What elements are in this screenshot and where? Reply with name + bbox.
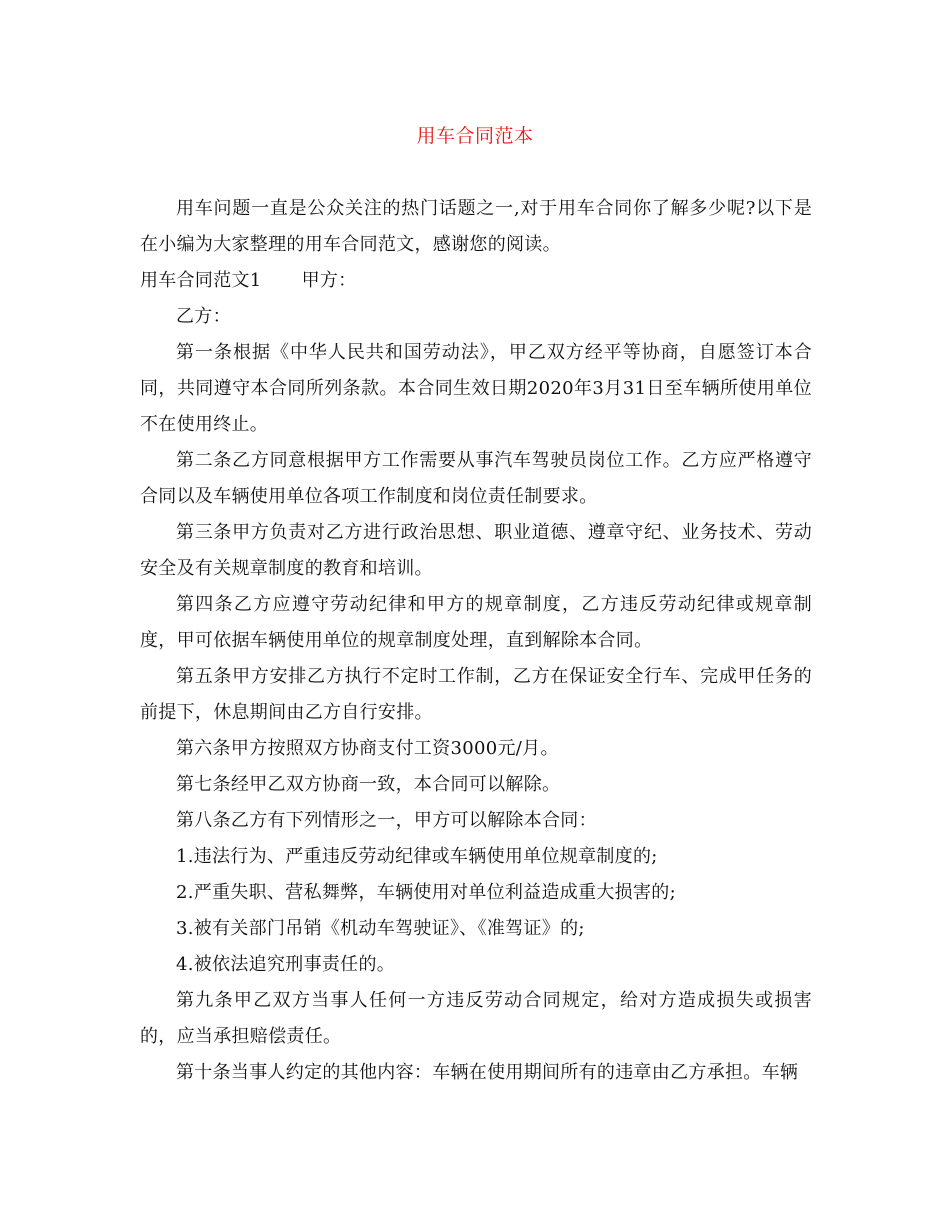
clause-4: 第四条乙方应遵守劳动纪律和甲方的规章制度，乙方违反劳动纪律或规章制度，甲可依据车辆使用单位的规章制度处理，直到解除本合同。 [140,594,812,651]
party-b-label: 乙方： [176,306,231,327]
document-title: 用车合同范本 [416,125,534,147]
clause-2: 第二条乙方同意根据甲方工作需要从事汽车驾驶员岗位工作。乙方应严格遵守合同以及车辆使用单位各项工作制度和岗位责任制要求。 [140,450,812,507]
party-a-label: 甲方： [301,270,357,291]
sample-heading: 用车合同范文1 [140,270,262,291]
clause-10: 第十条当事人约定的其他内容：车辆在使用期间所有的违章由乙方承担。车辆 [176,1062,799,1083]
clause-1: 第一条根据《中华人民共和国劳动法》，甲乙双方经平等协商，自愿签订本合同，共同遵守本合同所列条款。本合同生效日期2020年3月31日至车辆所使用单位不在使用终止。 [140,342,812,435]
sample-heading-line [140,263,812,299]
clause-8: 第八条乙方有下列情形之一，甲方可以解除本合同： [176,810,597,831]
clause-8-item-3: 3.被有关部门吊销《机动车驾驶证》、《准驾证》的; [176,918,585,939]
clause-8-item-2: 2.严重失职、营私舞弊，车辆使用对单位利益造成重大损害的; [176,882,676,903]
clause-6: 第六条甲方按照双方协商支付工资3000元/月。 [176,738,559,759]
clause-7: 第七条经甲乙双方协商一致，本合同可以解除。 [176,774,561,795]
clause-9: 第九条甲乙双方当事人任何一方违反劳动合同规定，给对方造成损失或损害的，应当承担赔偿责任。 [140,990,812,1047]
clause-3: 第三条甲方负责对乙方进行政治思想、职业道德、遵章守纪、业务技术、劳动安全及有关规章制度的教育和培训。 [140,522,812,579]
intro-paragraph: 用车问题一直是公众关注的热门话题之一,对于用车合同你了解多少呢?以下是在小编为大家整理的用车合同范文，感谢您的阅读。 [140,198,812,255]
clause-5: 第五条甲方安排乙方执行不定时工作制，乙方在保证安全行车、完成甲任务的前提下，休息期间由乙方自行安排。 [140,666,812,723]
document-body [140,191,812,1091]
clause-8-item-1: 1.违法行为、严重违反劳动纪律或车辆使用单位规章制度的; [176,846,658,867]
clause-8-item-4: 4.被依法追究刑事责任的。 [176,954,396,975]
